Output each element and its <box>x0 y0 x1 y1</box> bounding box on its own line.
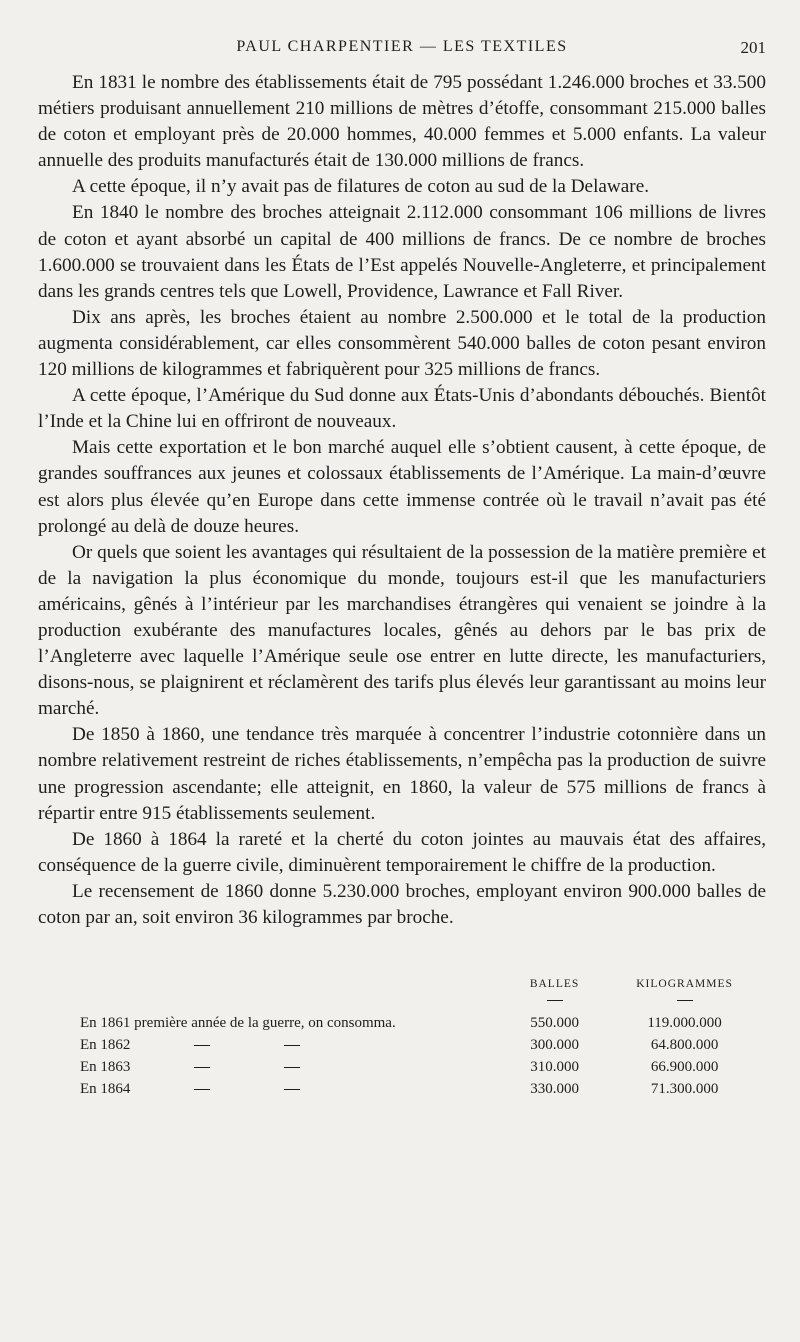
row-label: En 1863 <box>80 1059 131 1076</box>
header-rule <box>677 1000 693 1001</box>
ditto-mark <box>194 1089 210 1090</box>
paragraph: Or quels que soient les avantages qui résultaient de la possession de la matière première et de la navigation la plus économique du monde, toujours est-il que les manufacturiers américains, gênés à l’intérieur par les marchandises étrangères qui venaient se joindre à la production exubérante des manufactures locales, gênés au dehors par le bas prix de l’Angleterre avec laquelle l’Amérique seule ose entrer en lutte directe, les manufacturiers, disons-nous, se plaignirent et réclamèrent des tarifs plus élevés leur garantissant au moins leur marché. <box>38 541 766 720</box>
paragraph: Dix ans après, les broches étaient au nombre 2.500.000 et le total de la production augmenta considérablement, car elles consommèrent 540.000 balles de coton pesant environ 120 millions de kilogrammes et fabriquèrent pour 325 millions de francs. <box>38 306 766 381</box>
paragraph: En 1831 le nombre des établissements était de 795 possédant 1.246.000 broches et 33.500 métiers produisant annuellement 210 millions de mètres d’étoffe, consommant 215.000 balles de coton et employant près de 20.000 hommes, 40.000 femmes et 5.000 enfants. La valeur annuelle des produits manufacturés était de 130.000 millions de francs. <box>38 72 766 172</box>
header-rule-row <box>80 994 770 1012</box>
table-row <box>80 1034 770 1056</box>
body-text <box>38 70 766 931</box>
ditto-mark <box>194 1067 210 1068</box>
header-rule <box>547 1000 563 1001</box>
row-kilogrammes: 119.000.000 <box>647 1015 722 1032</box>
table-row <box>80 1078 770 1100</box>
row-balles: 330.000 <box>530 1081 579 1098</box>
row-balles: 550.000 <box>530 1015 579 1032</box>
page-number: 201 <box>740 38 766 57</box>
running-title: PAUL CHARPENTIER — LES TEXTILES <box>236 38 568 55</box>
paragraph: A cette époque, il n’y avait pas de filatures de coton au sud de la Delaware. <box>72 176 650 198</box>
row-kilogrammes: 71.300.000 <box>650 1081 719 1098</box>
ditto-mark <box>284 1067 300 1068</box>
table-row <box>80 1056 770 1078</box>
column-header-kilogrammes: KILOGRAMMES <box>636 978 733 991</box>
row-kilogrammes: 64.800.000 <box>650 1037 719 1054</box>
row-label: En 1864 <box>80 1081 131 1098</box>
paragraph: De 1860 à 1864 la rareté et la cherté du coton jointes au mauvais état des affaires, conséquence de la guerre civile, diminuèrent temporairement le chiffre de la production. <box>38 828 766 876</box>
running-head <box>38 30 766 70</box>
row-balles: 310.000 <box>530 1059 579 1076</box>
row-label: En 1862 <box>80 1037 131 1054</box>
paragraph: De 1850 à 1860, une tendance très marquée à concentrer l’industrie cotonnière dans un nombre relativement restreint de riches établissements, n’empêcha pas la production de suivre une progression ascendante; elle atteignit, en 1860, la valeur de 575 millions de francs à répartir entre 915 établissements seulement. <box>38 724 766 824</box>
ditto-mark <box>284 1045 300 1046</box>
ditto-mark <box>284 1089 300 1090</box>
ditto-mark <box>194 1045 210 1046</box>
table-header-row <box>80 977 770 994</box>
paragraph: Mais cette exportation et le bon marché auquel elle s’obtient causent, à cette époque, de grandes souffrances aux jeunes et colossaux établissements de l’Amérique. La main-d’œuvre est alors plus élevée qu’en Europe dans cette immense contrée où le travail n’avait pas été prolongé au delà de douze heures. <box>38 437 766 537</box>
paragraph: Le recensement de 1860 donne 5.230.000 broches, employant environ 900.000 balles de coton par an, soit environ 36 kilogrammes par broche. <box>38 880 766 928</box>
column-header-balles: BALLES <box>529 978 580 991</box>
consumption-table <box>38 977 766 1100</box>
row-kilogrammes: 66.900.000 <box>650 1059 719 1076</box>
row-label: En 1861 première année de la guerre, on consomma. <box>80 1015 396 1032</box>
paragraph: A cette époque, l’Amérique du Sud donne aux États-Unis d’abondants débouchés. Bientôt l’Inde et la Chine lui en offriront de nouveaux. <box>38 385 766 433</box>
row-balles: 300.000 <box>530 1037 579 1054</box>
table-row <box>80 1012 770 1034</box>
paragraph: En 1840 le nombre des broches atteignait 2.112.000 consommant 106 millions de livres de coton et ayant absorbé un capital de 400 millions de francs. De ce nombre de broches 1.600.000 se trouvaient dans les États de l’Est appelés Nouvelle-Angleterre, et principalement dans les grands centres tels que Lowell, Providence, Lawrance et Fall River. <box>38 202 766 302</box>
